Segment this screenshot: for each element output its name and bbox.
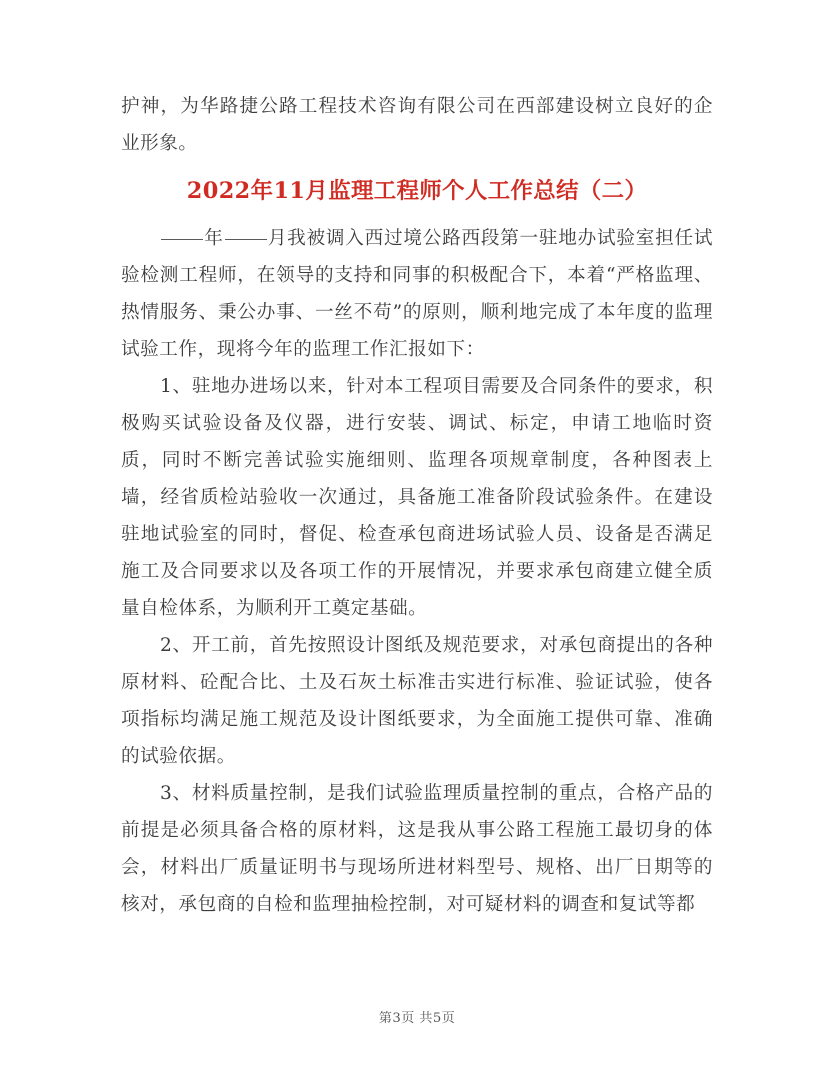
intro-body-text: 月我被调入西过境公路西段第一驻地办试验室担任试验检测工程师，在领导的支持和同事的积极配合下，本着“严格监理、热情服务、秉公办事、一丝不苟”的原则，顺利地完成了本年度的监理试验工作，现将今年的监理工作汇报如下： (121, 228, 713, 360)
section-title: 2022年11月监理工程师个人工作总结（二） (186, 178, 648, 204)
fill-blank-month[interactable] (225, 225, 267, 240)
paragraph-item-1: 1、驻地办进场以来，针对本工程项目需要及合同条件的要求，积极购买试验设备及仪器，进行安装、调试、标定，申请工地临时资质，同时不断完善试验实施细则、监理各项规章制度，各种图表上墙，经省质检站验收一次通过，具备施工准备阶段试验条件。在建设驻地试验室的同时，督促、检查承包商进场试验人员、设备是否满足施工及合同要求以及各项工作的开展情况，并要求承包商建立健全质量自检体系，为顺利开工奠定基础。 (121, 376, 713, 619)
fill-blank-year[interactable] (161, 225, 203, 240)
title-top-spacer (121, 162, 713, 172)
page-footer: 第3页 共5页 (378, 1011, 456, 1026)
title-bottom-spacer (121, 210, 713, 220)
paragraph-intro (121, 220, 713, 368)
paragraph-item-3: 3、材料质量控制，是我们试验监理质量控制的重点，合格产品的前提是必须具备合格的原材料，这是我从事公路工程施工最切身的体会，材料出厂质量证明书与现场所进材料型号、规格、出厂日期等的核对，承包商的自检和监理抽检控制，对可疑材料的调查和复试等都 (121, 783, 713, 915)
paragraph-item-2: 2、开工前，首先按照设计图纸及规范要求，对承包商提出的各种原材料、砼配合比、土及石灰土标准击实进行标准、验证试验，使各项指标均满足施工规范及设计图纸要求，为全面施工提供可靠、准确的试验依据。 (121, 635, 713, 767)
document-body (121, 88, 713, 923)
paragraph-continued: 护神，为华路捷公路工程技术咨询有限公司在西部建设树立良好的企业形象。 (121, 96, 713, 154)
intro-year-label: 年 (204, 228, 224, 249)
